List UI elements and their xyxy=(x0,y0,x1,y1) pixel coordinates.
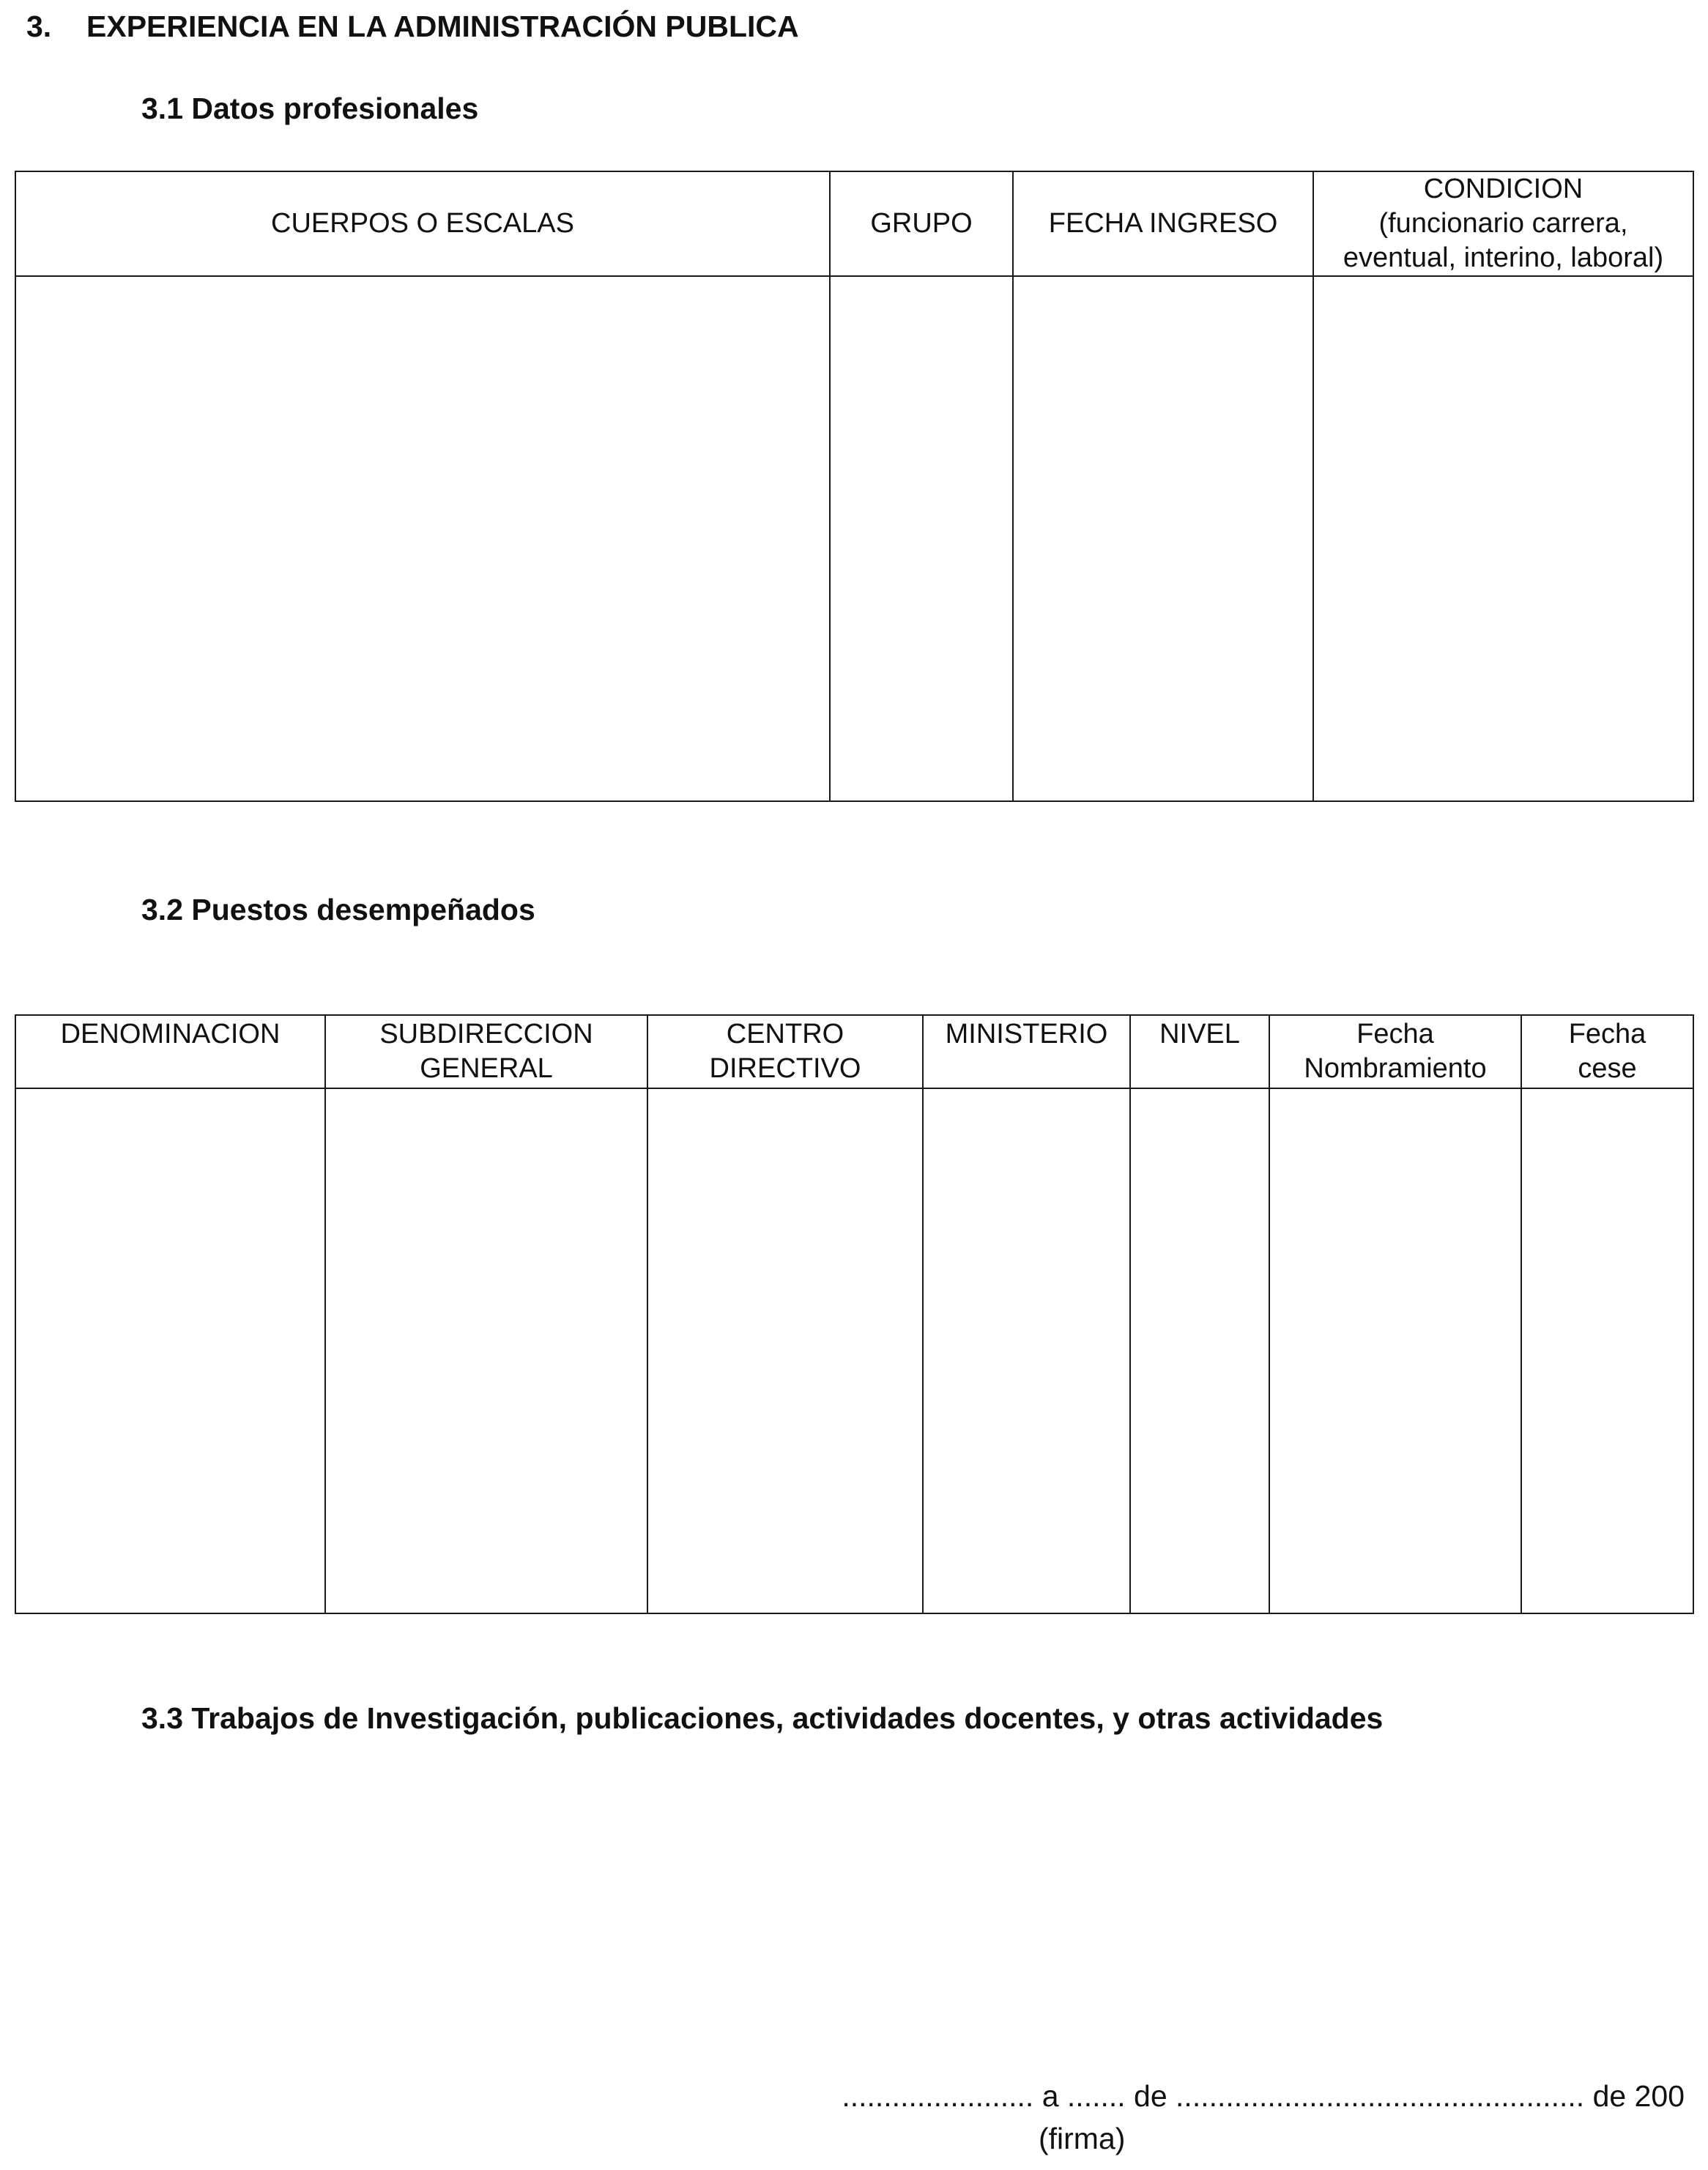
fecha-nombramiento-cell[interactable] xyxy=(1269,1088,1521,1613)
denominacion-cell[interactable] xyxy=(15,1088,325,1613)
column-header-line: DENOMINACION xyxy=(60,1019,281,1049)
column-header-ministerio xyxy=(923,1015,1130,1088)
column-header-condicion-line: eventual, interino, laboral) xyxy=(1343,242,1664,273)
column-header-condicion-line: CONDICION xyxy=(1423,174,1583,204)
column-header-line: NIVEL xyxy=(1159,1019,1240,1049)
section-number: 3. xyxy=(26,10,52,43)
column-header-denominacion xyxy=(15,1015,325,1088)
table-row xyxy=(15,276,1693,801)
column-header-subdireccion-general xyxy=(325,1015,647,1088)
cuerpos-escalas-cell[interactable] xyxy=(15,276,830,801)
section-title-text: EXPERIENCIA EN LA ADMINISTRACIÓN PUBLICA xyxy=(86,10,799,43)
subsection-title-datos-profesionales: 3.1 Datos profesionales xyxy=(141,92,479,125)
puestos-desempenados-table xyxy=(15,1014,1694,1614)
nivel-cell[interactable] xyxy=(1130,1088,1269,1613)
column-header-line: SUBDIRECCION xyxy=(379,1019,593,1049)
column-header-line: DIRECTIVO xyxy=(709,1053,861,1084)
column-header-nivel xyxy=(1130,1015,1269,1088)
grupo-cell[interactable] xyxy=(830,276,1013,801)
column-header-line: MINISTERIO xyxy=(945,1019,1108,1049)
column-header-centro-directivo xyxy=(647,1015,923,1088)
column-header-fecha-cese xyxy=(1521,1015,1693,1088)
table-row xyxy=(15,1088,1693,1613)
subsection-title-puestos-desempenados: 3.2 Puestos desempeñados xyxy=(141,893,535,926)
ministerio-cell[interactable] xyxy=(923,1088,1130,1613)
fecha-ingreso-cell[interactable] xyxy=(1013,276,1313,801)
condicion-cell[interactable] xyxy=(1313,276,1693,801)
column-header-line: Nombramiento xyxy=(1304,1053,1487,1084)
fecha-cese-cell[interactable] xyxy=(1521,1088,1693,1613)
column-header-grupo: GRUPO xyxy=(830,171,1013,276)
subdireccion-general-cell[interactable] xyxy=(325,1088,647,1613)
table-header-row xyxy=(15,171,1693,276)
column-header-line: Fecha xyxy=(1356,1019,1434,1049)
column-header-fecha-nombramiento xyxy=(1269,1015,1521,1088)
signature-label: (firma) xyxy=(1039,2122,1126,2155)
datos-profesionales-table xyxy=(15,171,1694,802)
signature-date-line: ....................... a ....... de ................................................. de 200 xyxy=(842,2079,1685,2113)
column-header-condicion-line: (funcionario carrera, xyxy=(1378,208,1628,239)
column-header-line: GENERAL xyxy=(420,1053,553,1084)
column-header-fecha-ingreso: FECHA INGRESO xyxy=(1013,171,1313,276)
column-header-cuerpos-escalas: CUERPOS O ESCALAS xyxy=(15,171,830,276)
section-title xyxy=(26,12,799,42)
column-header-line: Fecha xyxy=(1568,1019,1646,1049)
column-header-condicion xyxy=(1313,171,1693,276)
column-header-line: cese xyxy=(1578,1053,1637,1084)
table-header-row xyxy=(15,1015,1693,1088)
subsection-title-trabajos-investigacion: 3.3 Trabajos de Investigación, publicaciones, actividades docentes, y otras actividades xyxy=(141,1701,1384,1735)
centro-directivo-cell[interactable] xyxy=(647,1088,923,1613)
column-header-line: CENTRO xyxy=(726,1019,844,1049)
